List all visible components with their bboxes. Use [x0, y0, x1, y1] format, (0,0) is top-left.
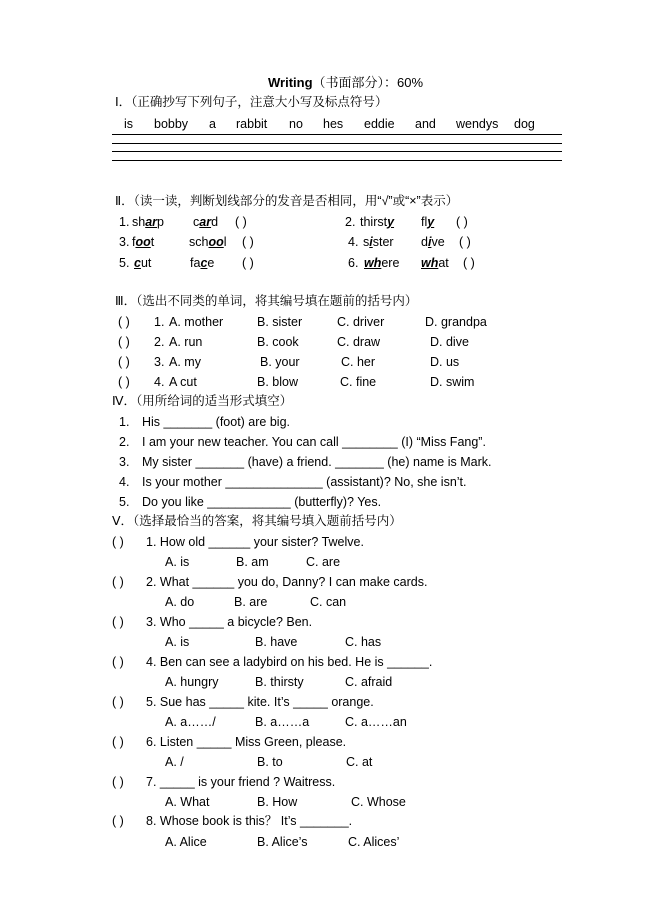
item-num: 3. [154, 355, 165, 369]
item-num: 3. [119, 455, 130, 469]
answer-paren[interactable]: ( ) [235, 215, 247, 229]
word: hes [323, 117, 344, 131]
option: A. / [165, 755, 184, 769]
option: B. thirsty [255, 675, 304, 689]
item-num: 4. [119, 475, 130, 489]
option: A. my [169, 355, 201, 369]
option: D. dive [430, 335, 469, 349]
item-num: 1. [119, 415, 130, 429]
option: A. a……/ [165, 715, 216, 729]
title-main: Writing [268, 75, 313, 90]
pron-word-a: foot [132, 235, 155, 249]
section-3-heading: Ⅲ．（选出不同类的单词，将其编号填在题前的括号内） [115, 294, 418, 308]
option: A. mother [169, 315, 224, 329]
item-num: 1. [154, 315, 165, 329]
option: A. hungry [165, 675, 219, 689]
option: B. cook [257, 335, 299, 349]
word: is [124, 117, 134, 131]
answer-paren[interactable]: ( ) [242, 256, 254, 270]
pron-word-b: school [189, 235, 227, 249]
fill-in-sentence: My sister _______ (have) a friend. _______ (he) name is Mark. [142, 455, 492, 469]
option: C. a……an [345, 715, 407, 729]
item-num: 2. [154, 335, 165, 349]
word: and [415, 117, 436, 131]
answer-paren[interactable]: ( ) [112, 655, 124, 669]
word: rabbit [236, 117, 268, 131]
question: 6. Listen _____ Miss Green, please. [146, 735, 347, 749]
option: C. Whose [351, 795, 406, 809]
option: C. fine [340, 375, 377, 389]
option: B. a……a [255, 715, 310, 729]
answer-paren[interactable]: ( ) [112, 575, 124, 589]
word: wendys [456, 117, 499, 131]
pron-word-a: sharp [132, 215, 164, 229]
pron-item-num: 4. [348, 235, 359, 249]
option: B. am [236, 555, 269, 569]
fill-in-sentence: His _______ (foot) are big. [142, 415, 291, 429]
item-num: 2. [119, 435, 130, 449]
option: C. draw [337, 335, 381, 349]
question: 5. Sue has _____ kite. It’s _____ orange. [146, 695, 374, 709]
answer-paren[interactable]: ( ) [118, 375, 130, 389]
pron-word-b: what [421, 256, 449, 270]
writing-line [112, 151, 562, 152]
option: D. swim [430, 375, 475, 389]
writing-line [112, 143, 562, 144]
item-num: 5. [119, 495, 130, 509]
question: 8. Whose book is this？ It’s _______. [146, 814, 353, 828]
option: A. is [165, 555, 190, 569]
question: 2. What ______ you do, Danny? I can make cards. [146, 575, 428, 589]
word: no [289, 117, 303, 131]
option: C. has [345, 635, 382, 649]
option: B. How [257, 795, 298, 809]
pron-word-b: fly [421, 215, 435, 229]
answer-paren[interactable]: ( ) [456, 215, 468, 229]
pron-item-num: 2. [345, 215, 356, 229]
option: A. Alice [165, 835, 207, 849]
option: A. is [165, 635, 190, 649]
fill-in-sentence: I am your new teacher. You can call ________ (I) “Miss Fang”. [142, 435, 486, 449]
option: B. to [257, 755, 283, 769]
option: C. Alices’ [348, 835, 400, 849]
answer-paren[interactable]: ( ) [118, 335, 130, 349]
answer-paren[interactable]: ( ) [242, 235, 254, 249]
section-2-heading: Ⅱ．（读一读，判断划线部分的发音是否相同，用“√”或“×”表示） [115, 194, 459, 208]
option: C. afraid [345, 675, 393, 689]
option: D. grandpa [425, 315, 487, 329]
answer-paren[interactable]: ( ) [463, 256, 475, 270]
question: 3. Who _____ a bicycle? Ben. [146, 615, 313, 629]
option: A. What [165, 795, 210, 809]
option: C. her [341, 355, 376, 369]
item-num: 4. [154, 375, 165, 389]
answer-paren[interactable]: ( ) [112, 535, 124, 549]
answer-paren[interactable]: ( ) [118, 315, 130, 329]
option: C. at [346, 755, 373, 769]
title-sub: （书面部分）：60% [312, 75, 424, 90]
answer-paren[interactable]: ( ) [459, 235, 471, 249]
pron-item-num: 1. [119, 215, 130, 229]
answer-paren[interactable]: ( ) [112, 814, 124, 828]
word: dog [514, 117, 535, 131]
pron-item-num: 5. [119, 256, 130, 270]
page-title [268, 75, 423, 91]
writing-line [112, 134, 562, 135]
option: A. run [169, 335, 203, 349]
section-4-heading: Ⅳ．（用所给词的适当形式填空） [112, 394, 293, 408]
pron-word-a: where [364, 256, 400, 270]
section-1-heading: Ⅰ．（正确抄写下列句子，注意大小写及标点符号） [115, 95, 388, 109]
question: 7. _____ is your friend ? Waitress. [146, 775, 336, 789]
pron-word-b: dive [421, 235, 445, 249]
fill-in-sentence: Do you like ____________ (butterfly)? Yes. [142, 495, 382, 509]
answer-paren[interactable]: ( ) [112, 775, 124, 789]
question: 1. How old ______ your sister? Twelve. [146, 535, 364, 549]
writing-line [112, 160, 562, 161]
word: a [209, 117, 216, 131]
word: eddie [364, 117, 395, 131]
option: B. sister [257, 315, 303, 329]
option: C. can [310, 595, 347, 609]
question: 4. Ben can see a ladybird on his bed. He is ______. [146, 655, 433, 669]
pron-item-num: 6. [348, 256, 359, 270]
pron-item-num: 3. [119, 235, 130, 249]
answer-paren[interactable]: ( ) [112, 695, 124, 709]
word: bobby [154, 117, 189, 131]
option: C. are [306, 555, 341, 569]
option: D. us [430, 355, 460, 369]
option: C. driver [337, 315, 385, 329]
answer-paren[interactable]: ( ) [118, 355, 130, 369]
option: B. have [255, 635, 298, 649]
option: B. are [234, 595, 268, 609]
option: A. do [165, 595, 195, 609]
option: B. your [260, 355, 300, 369]
pron-word-a: cut [134, 256, 152, 270]
answer-paren[interactable]: ( ) [112, 615, 124, 629]
fill-in-sentence: Is your mother ______________ (assistant)? No, she isn’t. [142, 475, 467, 489]
option: B. Alice’s [257, 835, 308, 849]
answer-paren[interactable]: ( ) [112, 735, 124, 749]
option: A cut [169, 375, 197, 389]
option: B. blow [257, 375, 298, 389]
pron-word-b: face [190, 256, 215, 270]
pron-word-b: card [193, 215, 219, 229]
pron-word-a: sister [363, 235, 394, 249]
section-5-heading: Ⅴ．（选择最恰当的答案，将其编号填入题前括号内） [112, 514, 402, 528]
pron-word-a: thirsty [360, 215, 395, 229]
